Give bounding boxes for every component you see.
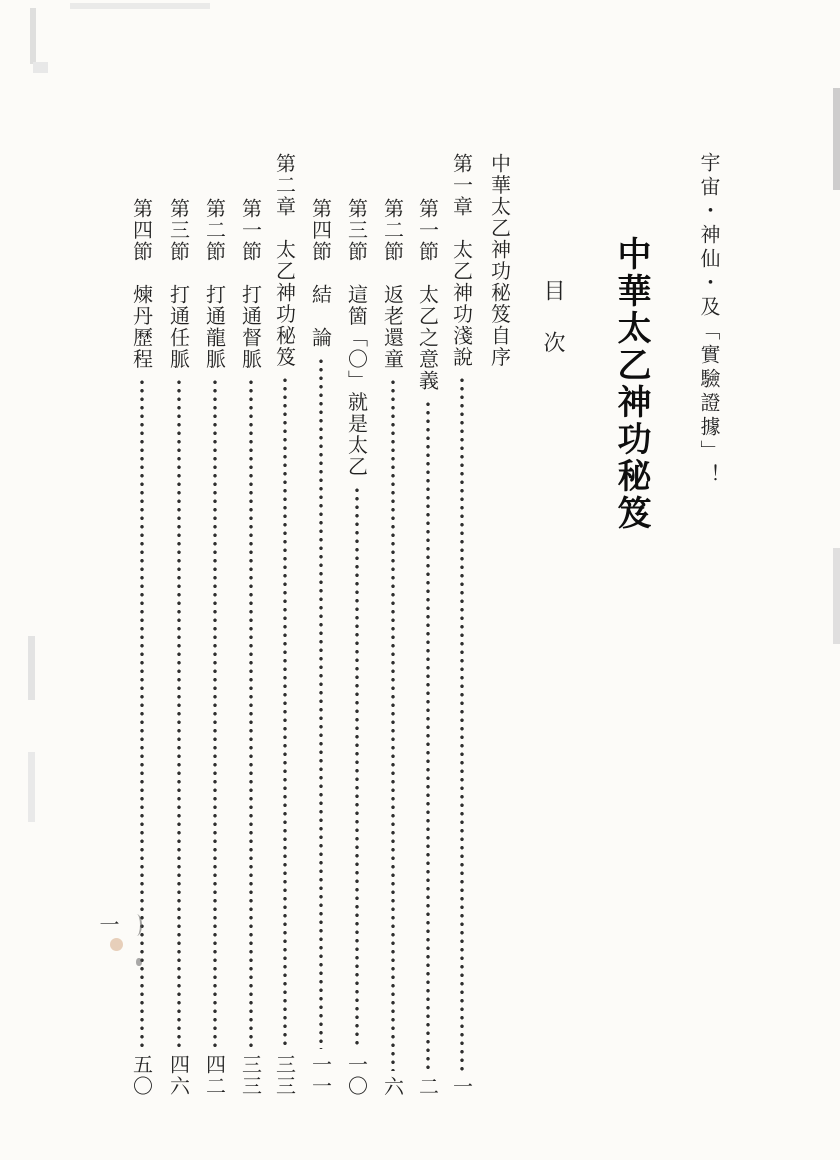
scan-artifact	[30, 8, 36, 64]
toc-entry-page: 一	[449, 1075, 474, 1097]
dotted-leader	[424, 400, 432, 1071]
header-slogan: 宇宙・神仙・及「實驗證據」！	[697, 152, 721, 488]
dotted-leader	[458, 376, 466, 1071]
scan-artifact	[28, 636, 35, 700]
dotted-leader	[353, 486, 361, 1050]
toc-entry-label: 第四節 煉丹歷程	[129, 198, 154, 370]
toc-entry-ch2-s3	[165, 198, 193, 1097]
dotted-leader	[389, 378, 397, 1071]
toc-entry-label: 第一章 太乙神功淺說	[449, 153, 474, 368]
toc-entry-label: 第一節 太乙之意義	[415, 198, 440, 392]
toc-entry-page: 一〇	[344, 1054, 369, 1097]
toc-entry-ch2-s4	[128, 198, 156, 1097]
toc-entry-label: 第三節 打通任脈	[166, 198, 191, 370]
toc-entry-page: 四二	[202, 1054, 227, 1097]
folio-number: 一	[96, 914, 120, 934]
scan-artifact	[33, 62, 48, 73]
dotted-leader	[281, 376, 289, 1049]
toc-entry-preface	[486, 153, 514, 368]
scan-artifact	[833, 88, 840, 190]
dotted-leader	[211, 378, 219, 1049]
scan-artifact	[70, 3, 210, 9]
toc-entry-page: 五〇	[129, 1054, 154, 1097]
toc-entry-page: 二	[415, 1075, 440, 1097]
toc-entry-ch2-s2	[201, 198, 229, 1097]
toc-entry-page: 六	[380, 1075, 405, 1097]
toc-entry-label: 第三節 這箇「〇」就是太乙	[344, 198, 369, 478]
toc-entry-page: 一一	[308, 1054, 333, 1097]
toc-entry-ch1-s3	[343, 198, 371, 1097]
dotted-leader	[138, 378, 146, 1049]
toc-entry-label: 第二節 打通龍脈	[202, 198, 227, 370]
toc-entry-ch1	[448, 153, 476, 1097]
toc-entry-ch1-s4	[307, 198, 335, 1097]
toc-entry-ch1-s1	[414, 198, 442, 1097]
toc-entry-ch1-s2	[379, 198, 407, 1097]
ink-smudge	[110, 938, 123, 951]
toc-entry-page: 三三	[272, 1054, 297, 1097]
toc-entry-label: 第一節 打通督脈	[238, 198, 263, 370]
toc-entry-ch2	[271, 153, 299, 1097]
toc-entry-page: 四六	[166, 1054, 191, 1097]
dotted-leader	[317, 357, 325, 1050]
dotted-leader	[175, 378, 183, 1049]
scan-artifact	[833, 548, 840, 644]
dotted-leader	[247, 378, 255, 1049]
toc-heading: 目 次	[540, 279, 565, 357]
book-title: 中華太乙神功秘笈	[611, 236, 651, 532]
toc-entry-label: 第四節 結 論	[308, 198, 333, 349]
toc-entry-label: 第二節 返老還童	[380, 198, 405, 370]
toc-entry-label: 第二章 太乙神功秘笈	[272, 153, 297, 368]
toc-entry-label: 中華太乙神功秘笈自序	[487, 153, 512, 368]
scan-artifact	[28, 752, 35, 822]
toc-entry-page: 三三	[238, 1054, 263, 1097]
toc-entry-ch2-s1	[237, 198, 265, 1097]
